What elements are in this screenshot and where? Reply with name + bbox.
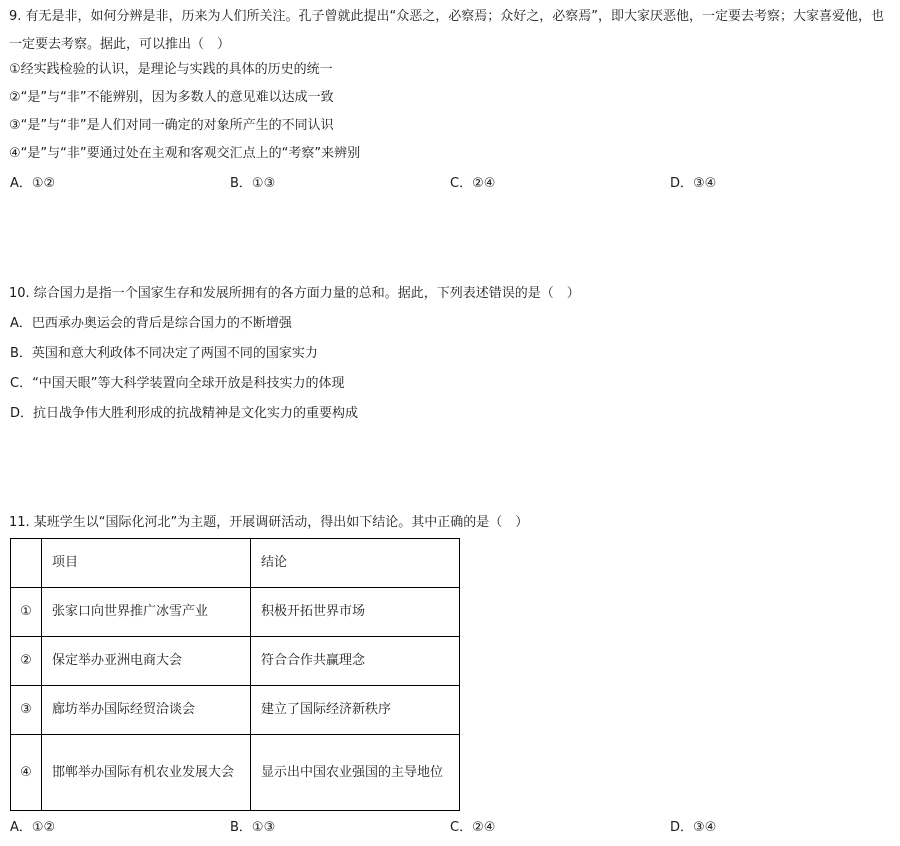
table-header-cell: 结论 — [251, 539, 460, 588]
q11-option-b[interactable]: B．①③ — [230, 820, 276, 835]
table-cell: ④ — [11, 735, 42, 811]
table-cell: ② — [11, 637, 42, 686]
table-cell: 张家口向世界推广冰雪产业 — [42, 588, 251, 637]
q10-option-a[interactable]: A．巴西承办奥运会的背后是综合国力的不断增强 — [10, 316, 292, 331]
q9-option-a[interactable]: A．①② — [10, 176, 56, 191]
q11-option-d[interactable]: D．③④ — [670, 820, 717, 835]
q9-statement-4: ④“是”与“非”要通过处在主观和客观交汇点上的“考察”来辨别 — [9, 146, 361, 161]
q9-statement-2: ②“是”与“非”不能辨别，因为多数人的意见难以达成一致 — [9, 90, 334, 105]
table-row — [11, 637, 460, 686]
table-cell: 邯郸举办国际有机农业发展大会 — [42, 735, 251, 811]
table-cell: ③ — [11, 686, 42, 735]
table-cell: 建立了国际经济新秩序 — [251, 686, 460, 735]
q10-option-b[interactable]: B．英国和意大利政体不同决定了两国不同的国家实力 — [10, 346, 318, 361]
table-header-cell: 项目 — [42, 539, 251, 588]
q9-statement-3: ③“是”与“非”是人们对同一确定的对象所产生的不同认识 — [9, 118, 334, 133]
q11-option-a[interactable]: A．①② — [10, 820, 56, 835]
table-cell: ① — [11, 588, 42, 637]
q10-stem: 10. 综合国力是指一个国家生存和发展所拥有的各方面力量的总和。据此，下列表述错误的是（ ） — [9, 286, 580, 301]
table-cell: 保定举办亚洲电商大会 — [42, 637, 251, 686]
q9-stem: 9. 有无是非，如何分辨是非，历来为人们所关注。孔子曾就此提出“众恶之，必察焉；众好之，必察焉”，即大家厌恶他，一定要去考察；大家喜爱他，也一定要去考察。据此，可以推出（ ） — [9, 9, 885, 52]
q9-option-b[interactable]: B．①③ — [230, 176, 276, 191]
table-cell: 符合合作共赢理念 — [251, 637, 460, 686]
q11-option-c[interactable]: C．②④ — [450, 820, 496, 835]
q11-stem: 11. 某班学生以“国际化河北”为主题，开展调研活动，得出如下结论。其中正确的是（ ） — [9, 515, 529, 530]
table-header-cell — [11, 539, 42, 588]
table-cell: 显示出中国农业强国的主导地位 — [251, 735, 460, 811]
q11-table — [10, 538, 460, 811]
table-row — [11, 735, 460, 811]
table-row — [11, 588, 460, 637]
q10-option-c[interactable]: C．“中国天眼”等大科学装置向全球开放是科技实力的体现 — [10, 376, 345, 391]
q9-option-c[interactable]: C．②④ — [450, 176, 496, 191]
q9-option-d[interactable]: D．③④ — [670, 176, 717, 191]
table-cell: 廊坊举办国际经贸洽谈会 — [42, 686, 251, 735]
table-row — [11, 686, 460, 735]
table-cell: 积极开拓世界市场 — [251, 588, 460, 637]
q10-option-d[interactable]: D．抗日战争伟大胜利形成的抗战精神是文化实力的重要构成 — [10, 406, 359, 421]
table-header-row — [11, 539, 460, 588]
q9-statement-1: ①经实践检验的认识，是理论与实践的具体的历史的统一 — [9, 62, 333, 77]
